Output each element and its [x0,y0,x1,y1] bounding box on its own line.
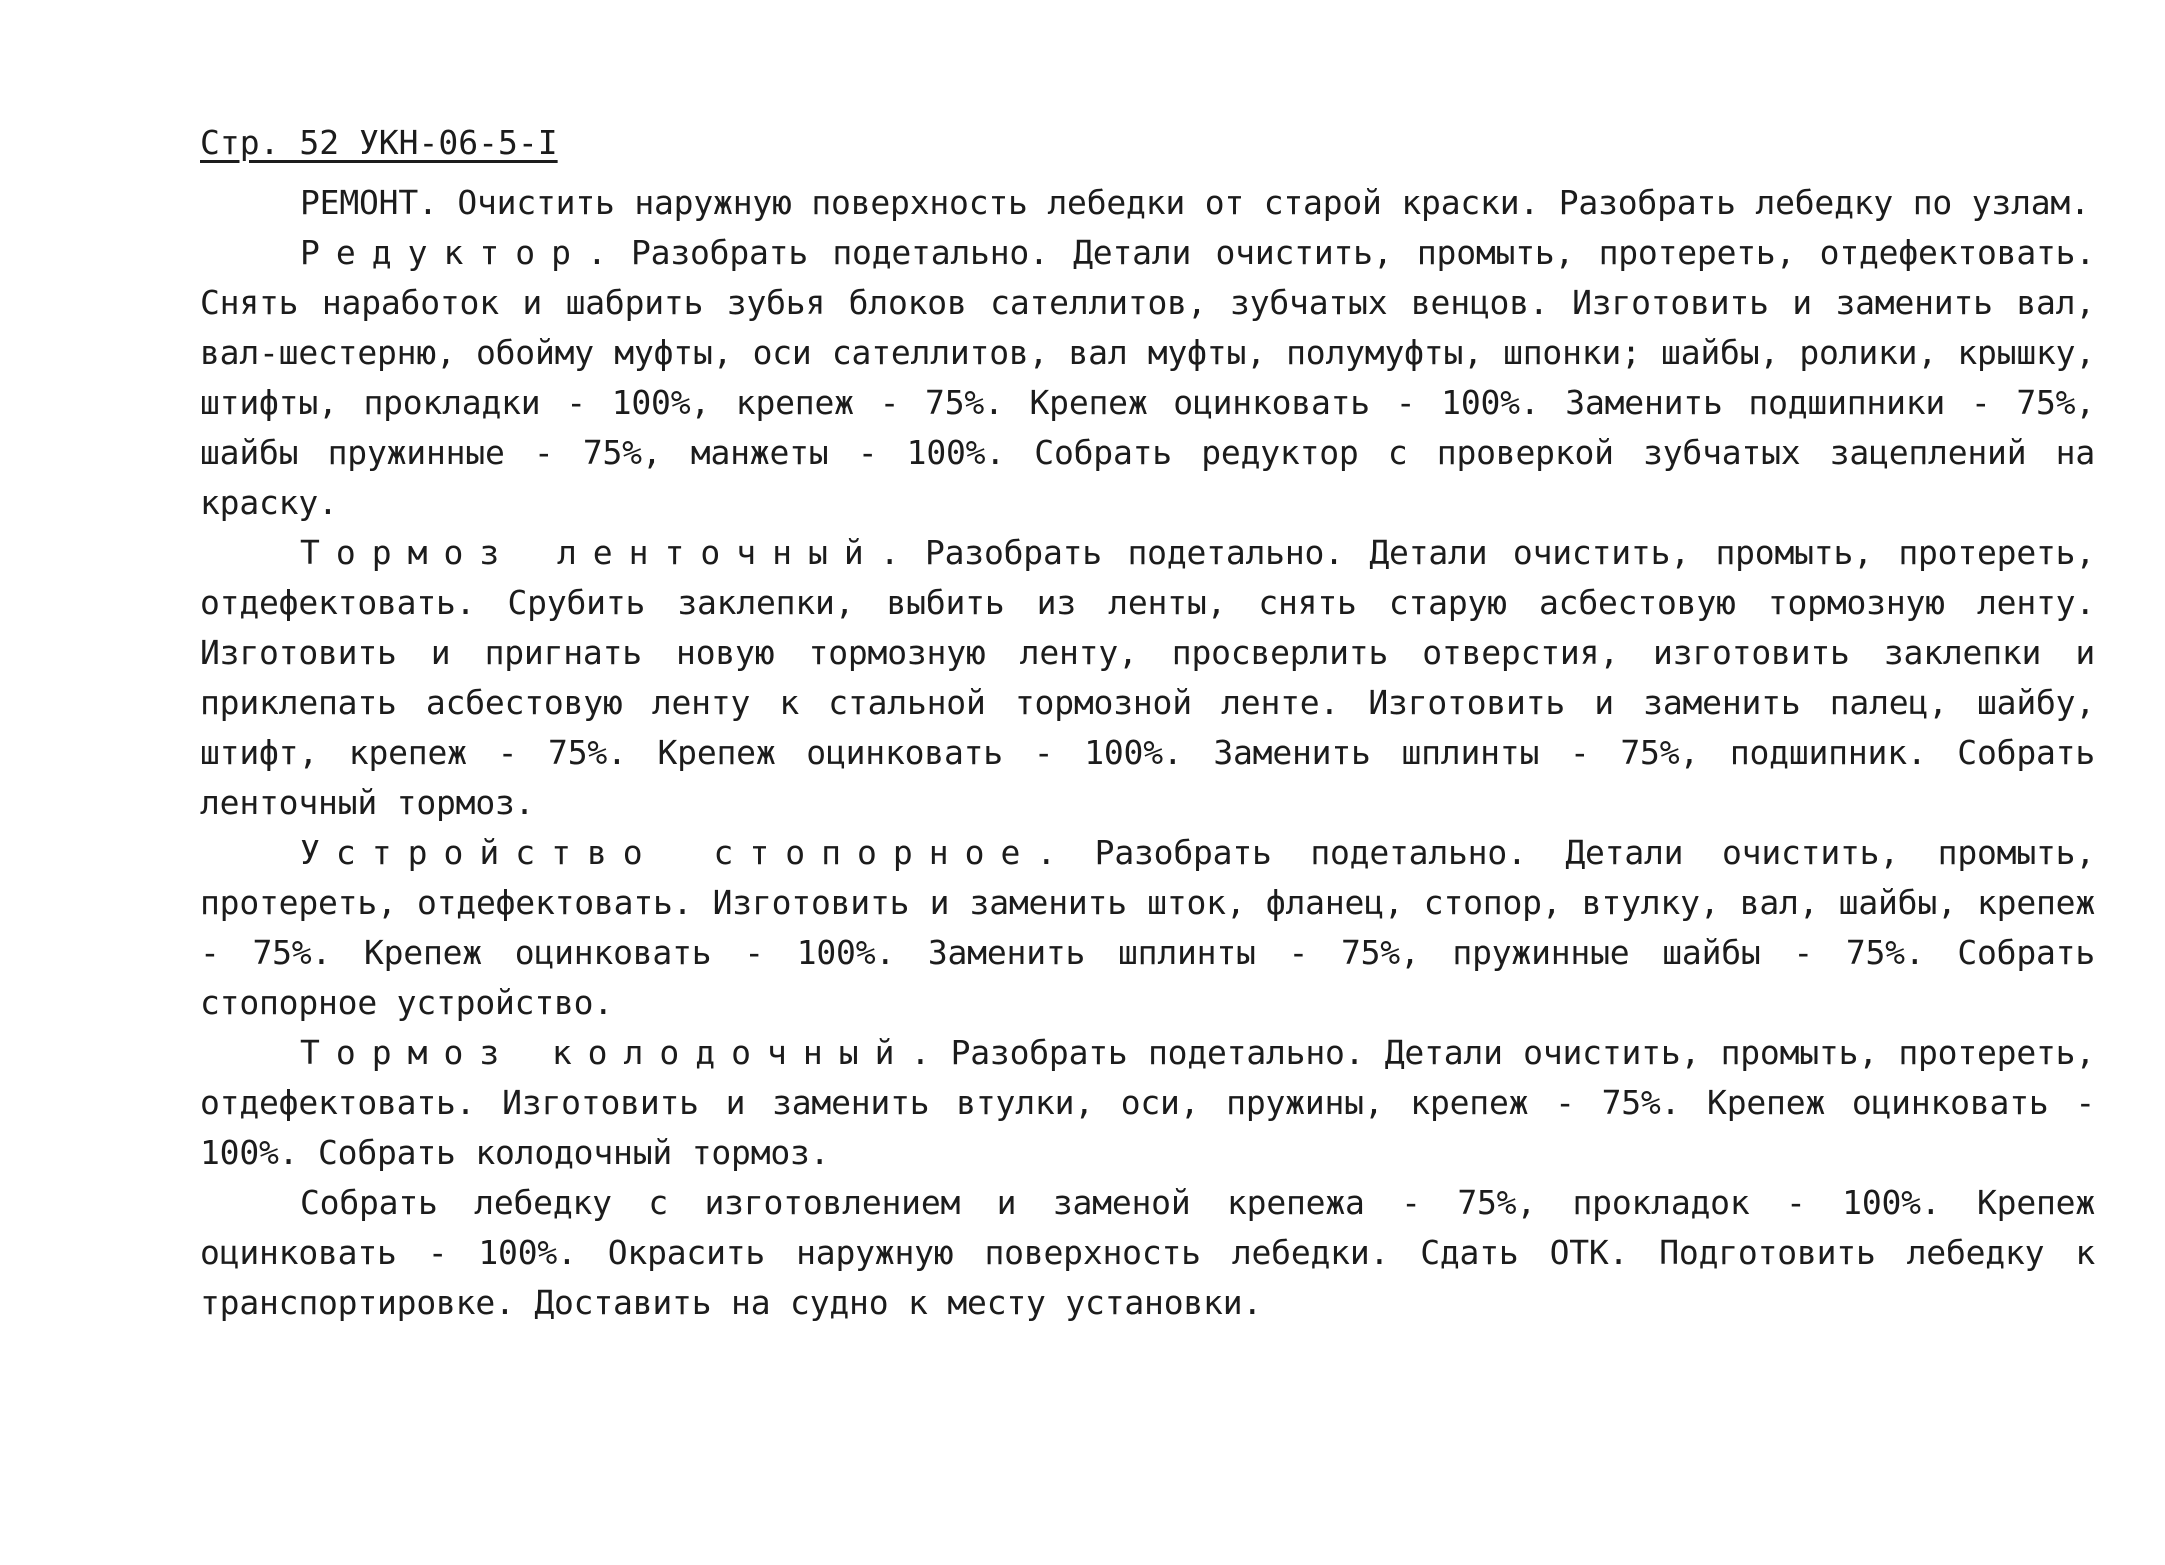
document-body [200,118,2095,1328]
paragraph-reducer [200,228,2095,528]
paragraph-stopper-device [200,828,2095,1028]
page-header: Стр. 52 УКН-06-5-I [200,123,558,162]
paragraph-text: Собрать лебедку с изготовлением и заменой крепежа - 75%, прокладок - 100%. Крепеж оцинковать - 100%. Окрасить наружную поверхность лебедки. Сдать ОТК. Подготовить лебедку к транспортировке. Доставить на судно к месту установки. [200,1183,2095,1322]
paragraph-text: РЕМОНТ. Очистить наружную поверхность лебедки от старой краски. Разобрать лебедку по узлам. [300,183,2090,222]
paragraph-repair-intro [200,178,2095,228]
paragraph-text: . Разобрать подетально. Детали очистить, промыть, протереть, отдефектовать. Изготовить и заменить шток, фланец, стопор, втулку, вал, шайбы, крепеж - 75%. Крепеж оцинковать - 100%. Заменить шплинты - 75%, пружинные шайбы - 75%. Собрать стопорное устройство. [200,833,2095,1022]
paragraph-final-assembly [200,1178,2095,1328]
paragraph-shoe-brake [200,1028,2095,1178]
paragraph-text: . Разобрать подетально. Детали очистить, промыть, протереть, отдефектовать. Изготовить и заменить втулки, оси, пружины, крепеж - 75%. Крепеж оцинковать - 100%. Собрать колодочный тормоз. [200,1033,2095,1172]
section-heading-stopper-device: Устройство стопорное [300,833,1037,872]
paragraph-text: . Разобрать подетально. Детали очистить, промыть, протереть, отдефектовать. Срубить заклепки, выбить из ленты, снять старую асбестовую тормозную ленту. Изготовить и пригнать новую тормозную ленту, просверлить отверстия, изготовить заклепки и приклепать асбестовую ленту к стальной тормозной ленте. Изготовить и заменить палец, шайбу, штифт, крепеж - 75%. Крепеж оцинковать - 100%. Заменить шплинты - 75%, подшипник. Собрать ленточный тормоз. [200,533,2095,822]
section-heading-reducer: Редуктор [300,233,587,272]
paragraph-text: . Разобрать подетально. Детали очистить, промыть, протереть, отдефектовать. Снять наработок и шабрить зубья блоков сателлитов, зубчатых венцов. Изготовить и заменить вал, вал-шестерню, обойму муфты, оси сателлитов, вал муфты, полумуфты, шпонки; шайбы, ролики, крышку, штифты, прокладки - 100%, крепеж - 75%. Крепеж оцинковать - 100%. Заменить подшипники - 75%, шайбы пружинные - 75%, манжеты - 100%. Собрать редуктор с проверкой зубчатых зацеплений на краску. [200,233,2095,522]
section-heading-band-brake: Тормоз ленточный [300,533,880,572]
paragraph-band-brake [200,528,2095,828]
section-heading-shoe-brake: Тормоз колодочный [300,1033,911,1072]
